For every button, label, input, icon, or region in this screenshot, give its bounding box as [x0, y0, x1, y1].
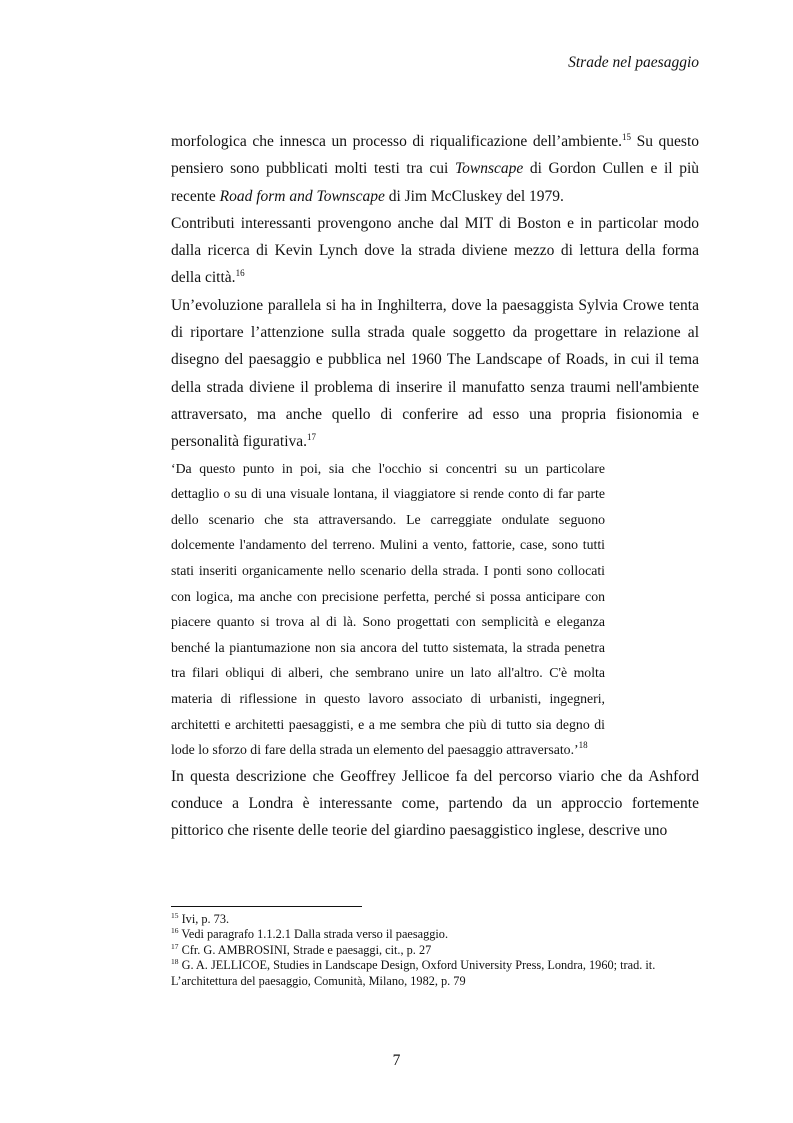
paragraph-1-text: morfologica che innesca un processo di riqualificazione dell’ambiente.	[171, 133, 622, 150]
footnote-ref-17[interactable]: 17	[307, 432, 317, 443]
book-title-townscape: Townscape	[454, 160, 524, 178]
block-quote	[171, 456, 605, 763]
footnote-15	[171, 912, 699, 927]
paragraph-3-text: Un’evoluzione parallela si ha in Inghilterra, dove la paesaggista Sylvia Crowe tenta di riportare l’attenzione sulla strada quale soggetto da progettare in relazione al disegno del paesaggio e pubblica nel 1960 The Landscape of Roads, in cui il tema della strada diviene il problema di inserire il manufatto senza traumi nell'ambiente attraversato, ma anche quello di conferire ad esso una propria fisionomia e personalità figurativa.	[171, 296, 699, 451]
paragraph-1-text-4: di Jim McCluskey del 1979.	[384, 187, 564, 205]
running-header: Strade nel paesaggio	[568, 54, 699, 71]
footnote-number: 17	[171, 941, 179, 951]
main-text	[171, 128, 699, 845]
footnote-ref-15[interactable]: 15	[621, 132, 631, 142]
paragraph-4-text: In questa descrizione che Geoffrey Jellicoe fa del percorso viario che da Ashford conduce a Londra è interessante come, partendo da un approccio fortemente pittorico che risente delle teorie del giardino paesaggistico inglese, descrive uno	[171, 767, 699, 840]
paragraph-2	[171, 210, 699, 292]
block-quote-text: ‘Da questo punto in poi, sia che l'occhio si concentri su un particolare dettaglio o su di una visuale lontana, il viaggiatore si rende conto di far parte dello scenario che sta attraversando. Le carreggiate ondulate seguono dolcemente l'andamento del terreno. Mulini a vento, fattorie, case, sono tutti stati inseriti organicamente nello scenario della strada. I ponti sono collocati con logica, ma anche con precisione perfetta, perché si possa anticipare con piacere quanto si trova al di là. Sono progettati con semplicità e eleganza benché la piantumazione non sia ancora del tutto sistemata, la strada penetra tra filari obliqui di alberi, che sembrano unire un lato all'altro. C'è molta materia di riflessione in questo lavoro associato di urbanisti, ingegneri, architetti e architetti paesaggisti, e a me sembra che più di tutto sia degno di lode lo sforzo di fare della strada un elemento del paesaggio attraversato.’	[171, 460, 605, 758]
footnote-ref-18[interactable]: 18	[578, 740, 588, 751]
paragraph-1	[171, 128, 699, 210]
footnotes	[171, 912, 699, 989]
page-number: 7	[392, 1052, 401, 1069]
footnote-number: 16	[171, 926, 179, 936]
footnote-17	[171, 943, 699, 958]
footnote-number: 18	[171, 957, 179, 967]
footnote-text: Ivi, p. 73.	[178, 912, 230, 926]
paragraph-1-text-3: di Gordon Cullen e il più recente	[171, 160, 699, 205]
footnote-text: G. A. JELLICOE, Studies in Landscape Design, Oxford University Press, Londra, 1960; trad. it. L’architettura del paesaggio, Comunità, Milano, 1982, p. 79	[171, 958, 656, 988]
footnote-number: 15	[171, 911, 179, 920]
footnote-16	[171, 927, 699, 942]
footnote-18	[171, 958, 699, 989]
paragraph-4	[171, 763, 699, 845]
footnote-text: Cfr. G. AMBROSINI, Strade e paesaggi, cit., p. 27	[178, 942, 432, 957]
paragraph-2-text: Contributi interessanti provengono anche dal MIT di Boston e in particolar modo dalla ricerca di Kevin Lynch dove la strada diviene mezzo di lettura della forma della città.	[171, 214, 699, 287]
paragraph-3	[171, 292, 699, 456]
book-title-road-form: Road form and Townscape	[219, 187, 385, 205]
footnote-separator	[171, 906, 362, 907]
paragraph-1-text-2: Su questo pensiero sono pubblicati molti testi tra cui	[171, 133, 699, 178]
footnote-ref-16[interactable]: 16	[235, 268, 245, 279]
footnote-text: Vedi paragrafo 1.1.2.1 Dalla strada verso il paesaggio.	[178, 927, 449, 942]
